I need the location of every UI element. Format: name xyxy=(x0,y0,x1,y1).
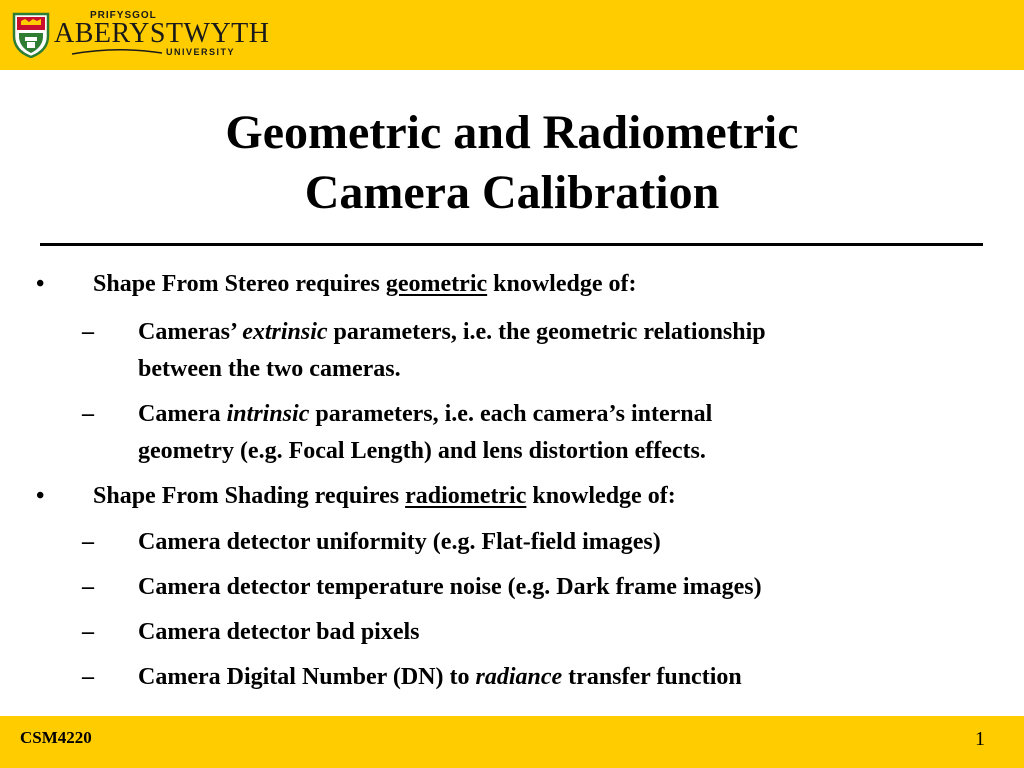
sub-bullet-text: Camera detector bad pixels xyxy=(138,619,420,645)
title-line-2: Camera Calibration xyxy=(304,166,720,219)
sub-bullet-text xyxy=(138,659,978,696)
sub-bullet-marker: – xyxy=(82,529,94,555)
bullet-marker: • xyxy=(36,271,45,297)
sub-bullet-text xyxy=(138,396,978,470)
sub-text-pre: Camera xyxy=(138,401,227,427)
bullet-emphasis: geometric xyxy=(385,271,488,297)
sub-bullet-marker: – xyxy=(82,574,94,600)
sub-text-post: parameters, i.e. each camera’s internal xyxy=(309,401,713,427)
sub-bullet-marker: – xyxy=(82,401,94,427)
bullet-text xyxy=(93,266,636,303)
page-number: 1 xyxy=(975,728,985,750)
title-divider xyxy=(40,243,983,246)
sub-text-italic: radiance xyxy=(475,664,563,690)
bullet-text-pre: Shape From Stereo requires xyxy=(93,271,386,297)
bullet-text xyxy=(93,478,676,515)
sub-text-post: parameters, i.e. the geometric relationship xyxy=(327,319,766,345)
logo-name-text: ABERYSTWYTH xyxy=(54,18,270,49)
sub-bullet-marker: – xyxy=(82,319,94,345)
university-logo xyxy=(8,8,270,60)
course-code: CSM4220 xyxy=(20,728,92,747)
footer-band xyxy=(0,716,1024,768)
sub-bullet-marker: – xyxy=(82,619,94,645)
slide-title xyxy=(0,103,1024,223)
bullet-emphasis: radiometric xyxy=(405,483,527,509)
bullet-text-pre: Shape From Shading requires xyxy=(93,483,406,509)
sub-text-line-2: geometry (e.g. Focal Length) and lens distortion effects. xyxy=(138,438,706,464)
sub-text-pre: Camera Digital Number (DN) to xyxy=(138,664,476,690)
bullet-text-post: knowledge of: xyxy=(487,271,637,297)
logo-prifysgol-text: PRIFYSGOL xyxy=(90,10,157,21)
sub-text-post: transfer function xyxy=(562,664,742,690)
sub-bullet-marker: – xyxy=(82,664,94,690)
sub-text-line-2: between the two cameras. xyxy=(138,356,401,382)
bullet-text-post: knowledge of: xyxy=(526,483,676,509)
title-line-1: Geometric and Radiometric xyxy=(225,106,799,159)
sub-text-italic: intrinsic xyxy=(226,401,310,427)
bullet-marker: • xyxy=(36,483,45,509)
sub-bullet-text: Camera detector temperature noise (e.g. Dark frame images) xyxy=(138,574,762,600)
header-band xyxy=(0,0,1024,70)
logo-university-text: UNIVERSITY xyxy=(166,47,236,57)
sub-text-pre: Cameras’ xyxy=(138,319,243,345)
university-crest-icon xyxy=(12,12,50,58)
sub-text-italic: extrinsic xyxy=(242,319,328,345)
logo-swoosh xyxy=(70,48,164,58)
sub-bullet-text xyxy=(138,314,978,388)
sub-bullet-text: Camera detector uniformity (e.g. Flat-field images) xyxy=(138,529,661,555)
